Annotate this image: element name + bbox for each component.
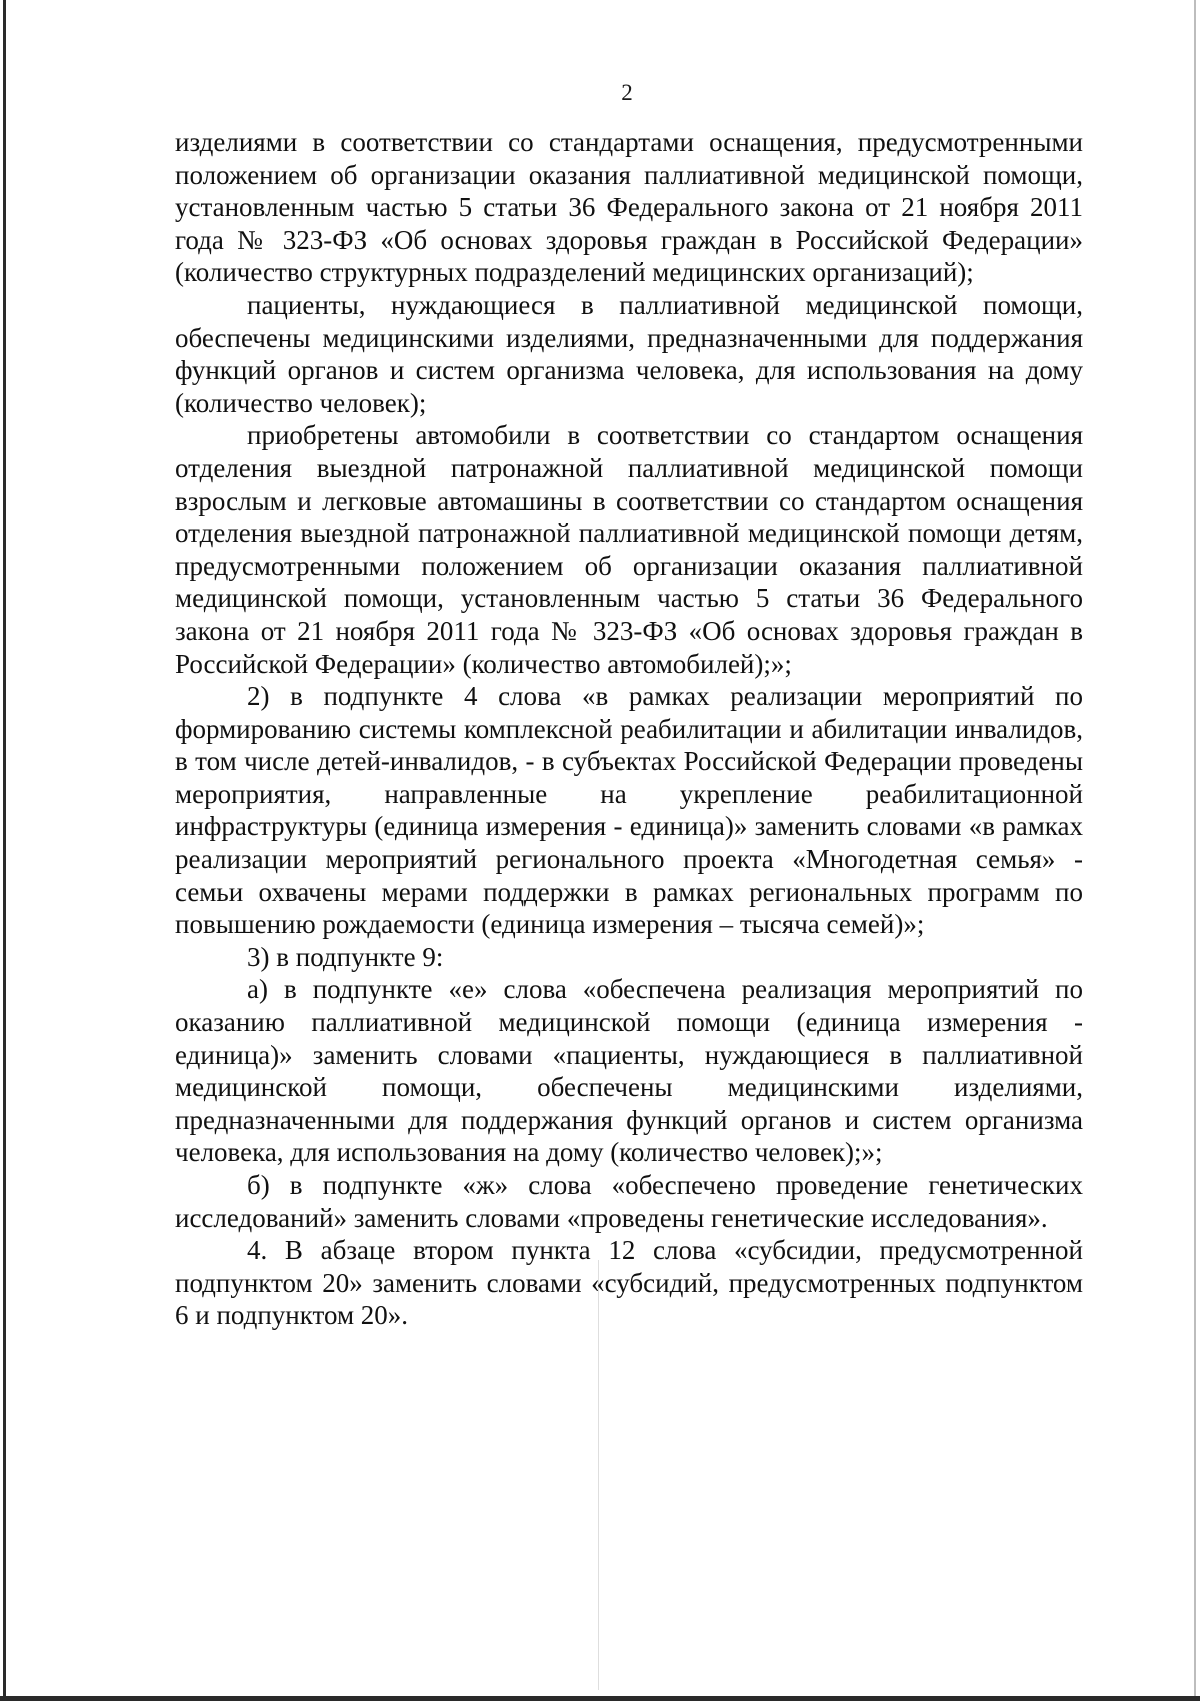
paragraph: 4. В абзаце втором пункта 12 слова «субсидии, предусмотренной подпунктом 20» заменить словами «субсидий, предусмотренных подпунктом 6 и подпунктом 20». [175, 1235, 1083, 1331]
scan-edge-right [1194, 0, 1196, 1701]
scan-edge-left [3, 0, 6, 1701]
paragraph: приобретены автомобили в соответствии со стандартом оснащения отделения выездной патронажной паллиативной медицинской помощи взрослым и легковые автомашины в соответствии со стандартом оснащения отделения выездной патронажной паллиативной медицинской помощи детям, предусмотренными положением об организации оказания паллиативной медицинской помощи, установленным частью 5 статьи 36 Федерального закона от 21 ноября 2011 года № 323-ФЗ «Об основах здоровья граждан в Российской Федерации» (количество автомобилей);»; [175, 420, 1083, 679]
paragraph: 2) в подпункте 4 слова «в рамках реализации мероприятий по формированию системы комплексной реабилитации и абилитации инвалидов, в том числе детей-инвалидов, - в субъектах Российской Федерации проведены мероприятия, направленные на укрепление реабилитационной инфраструктуры (единица измерения - единица)» заменить словами «в рамках реализации мероприятий регионального проекта «Многодетная семья» - семьи охвачены мерами поддержки в рамках региональных программ по повышению рождаемости (единица измерения – тысяча семей)»; [175, 681, 1083, 940]
paragraph: б) в подпункте «ж» слова «обеспечено проведение генетических исследований» заменить словами «проведены генетические исследования». [175, 1170, 1083, 1233]
paragraph: пациенты, нуждающиеся в паллиативной медицинской помощи, обеспечены медицинскими изделиями, предназначенными для поддержания функций органов и систем организма человека, для использования на дому (количество человек); [175, 289, 1083, 418]
scan-edge-bottom [0, 1696, 1200, 1701]
paragraph-continuation: изделиями в соответствии со стандартами оснащения, предусмотренными положением об организации оказания паллиативной медицинской помощи, установленным частью 5 статьи 36 Федерального закона от 21 ноября 2011 года № 323-ФЗ «Об основах здоровья граждан в Российской Федерации» (количество структурных подразделений медицинских организаций); [175, 127, 1083, 288]
page-number: 2 [621, 80, 633, 105]
document-body [175, 126, 1083, 1332]
paragraph: а) в подпункте «е» слова «обеспечена реализация мероприятий по оказанию паллиативной медицинской помощи (единица измерения - единица)» заменить словами «пациенты, нуждающиеся в паллиативной медицинской помощи, обеспечены медицинскими изделиями, предназначенными для поддержания функций органов и систем организма человека, для использования на дому (количество человек);»; [175, 974, 1083, 1168]
paragraph: 3) в подпункте 9: [247, 941, 444, 972]
